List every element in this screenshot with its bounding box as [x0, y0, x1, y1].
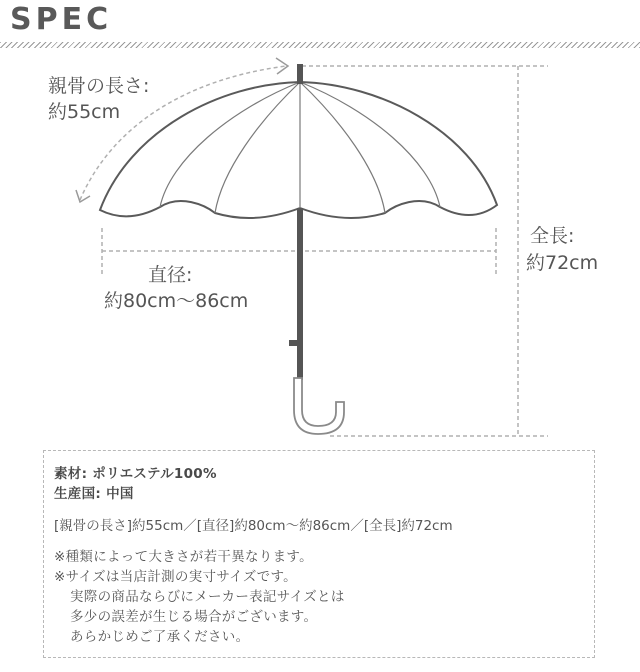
diameter-value: 約80cm～86cm — [104, 290, 249, 312]
umbrella-shaft — [297, 208, 303, 380]
note-line: ※種類によって大きさが若干異なります。 — [54, 549, 313, 565]
umbrella-diagram — [0, 50, 640, 450]
diameter-label: 直径: — [148, 264, 193, 286]
note-line: 実際の商品ならびにメーカー表記サイズとは — [70, 589, 345, 605]
spec-details-box — [43, 450, 595, 658]
note-line: ※サイズは当店計測の実寸サイズです。 — [54, 569, 297, 585]
total-length-label: 全長: — [530, 225, 575, 247]
hatched-divider — [0, 42, 640, 48]
rib-length-value: 約55cm — [48, 101, 121, 123]
material-text: 素材: ポリエステル100% — [54, 466, 217, 482]
umbrella-tip — [297, 64, 303, 84]
origin-text: 生産国: 中国 — [54, 486, 134, 502]
size-summary-text: [親骨の長さ]約55cm／[直径]約80cm～約86cm／[全長]約72cm — [54, 518, 453, 534]
note-line: あらかじめご了承ください。 — [70, 629, 250, 645]
note-line: 多少の誤差が生じる場合がございます。 — [70, 609, 318, 625]
shaft-runner — [289, 340, 297, 346]
total-length-value: 約72cm — [526, 252, 599, 274]
umbrella-handle — [294, 378, 344, 434]
rib-length-label: 親骨の長さ: — [48, 75, 150, 97]
spec-title: SPEC — [10, 2, 113, 37]
